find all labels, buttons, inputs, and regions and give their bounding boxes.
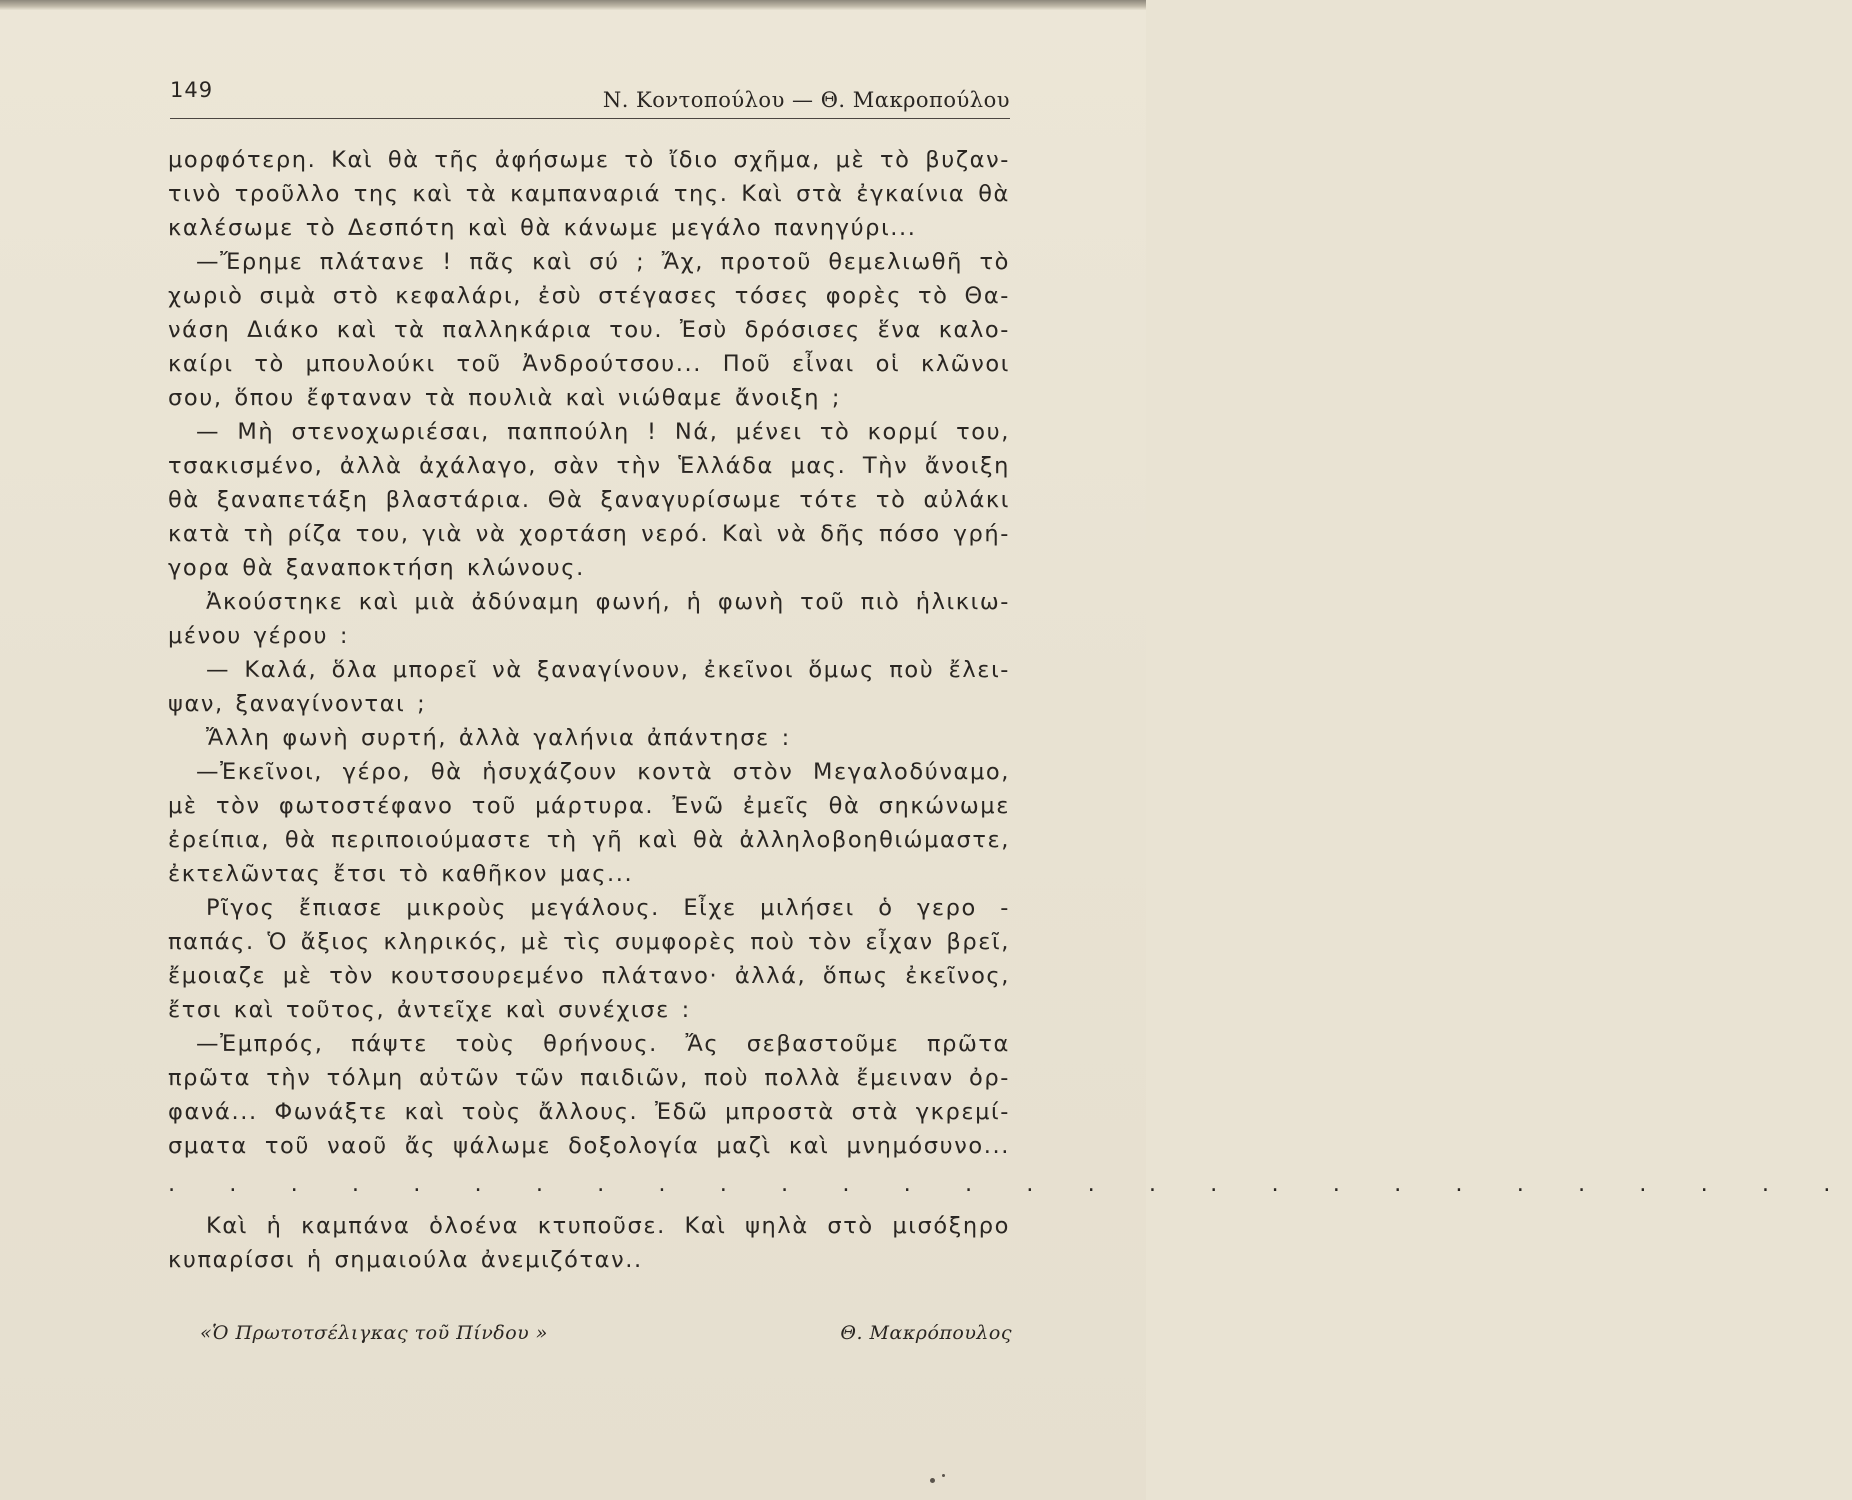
text-line: πρῶτα τὴν τόλμη αὐτῶν τῶν παιδιῶν, ποὺ πολλὰ ἔμειναν ὀρ- [168, 1065, 1010, 1091]
page-number: 149 [170, 78, 214, 102]
text-line: ἐκτελῶντας ἔτσι τὸ καθῆκον μας... [168, 861, 634, 887]
text-line: — Μὴ στενοχωριέσαι, παππούλη ! Νά, μένει τὸ κορμί του, [196, 419, 1010, 445]
print-speck [930, 1478, 935, 1483]
text-line: μὲ τὸν φωτοστέφανο τοῦ μάρτυρα. Ἐνῶ ἐμεῖς θὰ σηκώνωμε [168, 793, 1010, 819]
text-line: ἐρείπια, θὰ περιποιούμαστε τὴ γῆ καὶ θὰ ἀλληλοβοηθιώμαστε, [168, 827, 1010, 853]
source-citation: «Ὁ Πρωτοτσέλιγκας τοῦ Πίνδου » [200, 1322, 548, 1344]
closing-paragraph [168, 1209, 1010, 1277]
text-line: ἔτσι καὶ τοῦτος, ἀντεῖχε καὶ συνέχισε : [168, 997, 691, 1023]
text-line: καλέσωμε τὸ Δεσπότη καὶ θὰ κάνωμε μεγάλο πανηγύρι... [168, 215, 917, 241]
text-line: καίρι τὸ μπουλούκι τοῦ Ἀνδρούτσου... Ποῦ εἶναι οἱ κλῶνοι [168, 351, 1010, 377]
text-line: τινὸ τροῦλλο της καὶ τὰ καμπαναριά της. Καὶ στὰ ἐγκαίνια θὰ [168, 181, 1010, 207]
text-line: φανά... Φωνάξτε καὶ τοὺς ἄλλους. Ἐδῶ μπροστὰ στὰ γκρεμί- [168, 1099, 1010, 1125]
text-line: κατὰ τὴ ρίζα του, γιὰ νὰ χορτάση νερό. Καὶ νὰ δῆς πόσο γρή- [168, 521, 1010, 547]
print-speck [942, 1474, 945, 1477]
page-header [170, 78, 1010, 119]
text-line: Καὶ ἡ καμπάνα ὁλοένα κτυποῦσε. Καὶ ψηλὰ στὸ μισόξηρο [206, 1213, 1010, 1239]
text-line: τσακισμένο, ἀλλὰ ἀχάλαγο, σὰν τὴν Ἑλλάδα μας. Τὴν ἄνοιξη [168, 453, 1010, 479]
text-line: Ἀκούστηκε καὶ μιὰ ἀδύναμη φωνή, ἡ φωνὴ τοῦ πιὸ ἡλικιω- [206, 589, 1010, 615]
text-line: μένου γέρου : [168, 623, 350, 649]
text-line: χωριὸ σιμὰ στὸ κεφαλάρι, ἐσὺ στέγασες τόσες φορὲς τὸ Θα- [168, 283, 1010, 309]
text-line: σματα τοῦ ναοῦ ἄς ψάλωμε δοξολογία μαζὶ καὶ μνημόσυνο... [168, 1133, 1010, 1159]
text-line: μορφότερη. Καὶ θὰ τῆς ἀφήσωμε τὸ ἴδιο σχῆμα, μὲ τὸ βυζαν- [168, 147, 1010, 173]
text-line: —Ἐμπρός, πάψτε τοὺς θρήνους. Ἄς σεβαστοῦμε πρῶτα [196, 1031, 1010, 1057]
text-line: παπάς. Ὁ ἄξιος κληρικός, μὲ τὶς συμφορὲς ποὺ τὸν εἶχαν βρεῖ, [168, 929, 1010, 955]
text-line: Ρῖγος ἔπιασε μικροὺς μεγάλους. Εἶχε μιλήσει ὁ γερο - [206, 895, 1010, 921]
text-line: σου, ὅπου ἔφταναν τὰ πουλιὰ καὶ νιώθαμε ἄνοιξη ; [168, 385, 842, 411]
text-line: ἔμοιαζε μὲ τὸν κουτσουρεμένο πλάτανο· ἀλλά, ὅπως ἐκεῖνος, [168, 963, 1010, 989]
text-line: νάση Διάκο καὶ τὰ παλληκάρια του. Ἐσὺ δρόσισες ἕνα καλο- [168, 317, 1010, 343]
text-line: θὰ ξαναπετάξη βλαστάρια. Θὰ ξαναγυρίσωμε τότε τὸ αὐλάκι [168, 487, 1010, 513]
text-line: γορα θὰ ξαναποκτήση κλώνους. [168, 555, 585, 581]
text-line: Ἄλλη φωνὴ συρτή, ἀλλὰ γαλήνια ἀπάντησε : [206, 725, 791, 751]
body-text [168, 143, 1852, 1277]
page-top-edge [0, 0, 1146, 10]
text-line: — Καλά, ὅλα μπορεῖ νὰ ξαναγίνουν, ἐκεῖνοι ὅμως ποὺ ἔλει- [206, 657, 1010, 683]
text-line: κυπαρίσσι ἡ σημαιούλα ἀνεμιζόταν.. [168, 1247, 643, 1273]
text-line: —Ἔρημε πλάτανε ! πᾶς καὶ σύ ; Ἄχ, προτοῦ θεμελιωθῆ τὸ [196, 249, 1010, 275]
text-line: ψαν, ξαναγίνονται ; [168, 691, 427, 717]
section-separator: . . . . . . . . . . . . . . . . . . . . . . . . . . . . [168, 1171, 1852, 1197]
page-footer [200, 1322, 1012, 1352]
author-signature: Θ. Μακρόπουλος [840, 1322, 1012, 1344]
running-head: Ν. Κοντοπούλου — Θ. Μακροπούλου [602, 88, 1010, 112]
text-line: —Ἐκεῖνοι, γέρο, θὰ ἡσυχάζουν κοντὰ στὸν Μεγαλοδύναμο, [196, 759, 1010, 785]
